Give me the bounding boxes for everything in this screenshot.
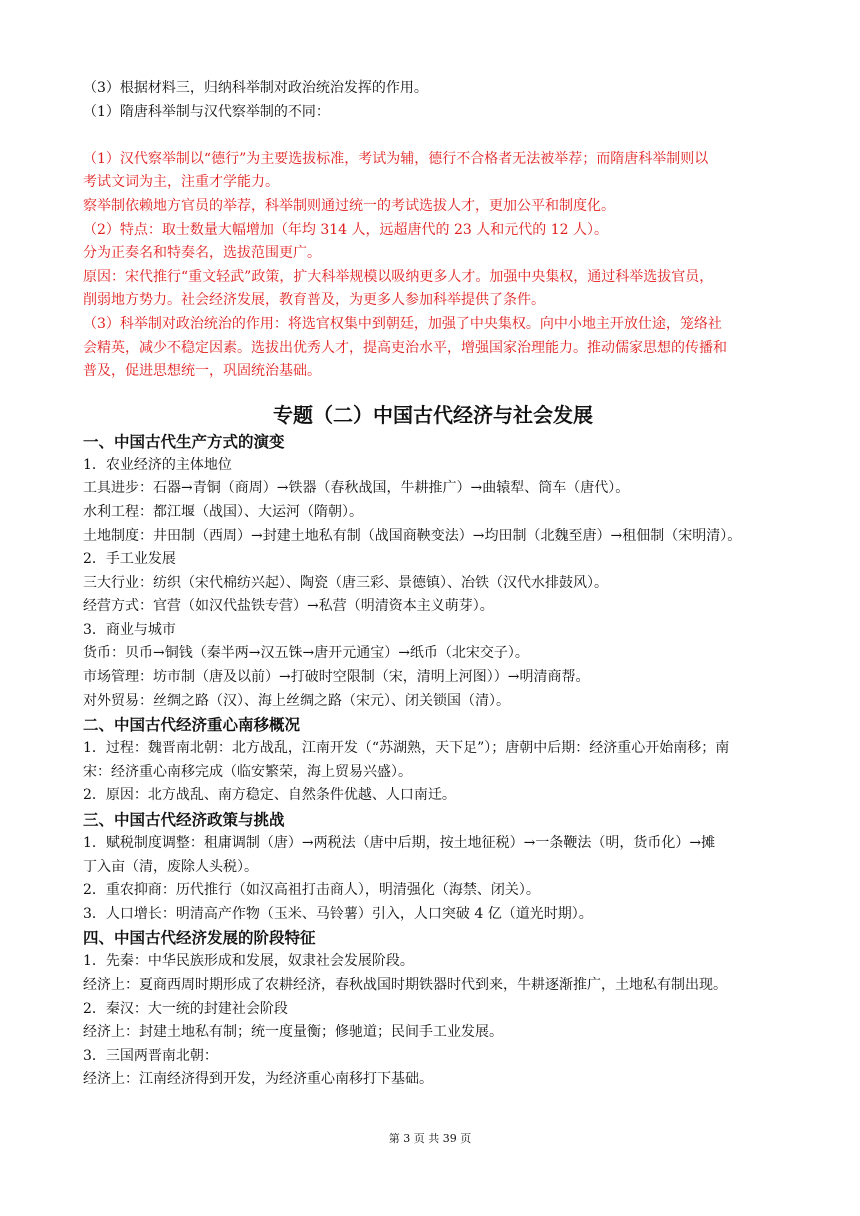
section-line: 2．手工业发展 bbox=[83, 551, 176, 568]
question-line: （3）根据材料三，归纳科举制对政治统治发挥的作用。 bbox=[83, 80, 428, 96]
topic-title: 专题（二）中国古代经济与社会发展 bbox=[273, 402, 593, 427]
section-line: 对外贸易：丝绸之路（汉）、海上丝绸之路（宋元）、闭关锁国（清）。 bbox=[83, 692, 510, 709]
section-line: 经济上：江南经济得到开发，为经济重心南移打下基础。 bbox=[83, 1071, 433, 1088]
answer-line: （1）汉代察举制以“德行”为主要选拔标准，考试为辅，德行不合格者无法被举荐；而隋唐科举制则以 bbox=[83, 150, 709, 167]
section-line: 经济上：封建土地私有制；统一度量衡；修驰道；民间手工业发展。 bbox=[83, 1024, 503, 1041]
answer-line: 原因：宋代推行“重文轻武”政策，扩大科举规模以吸纳更多人才。加强中央集权，通过科举选拔官员， bbox=[83, 268, 714, 285]
section-line: 3．三国两晋南北朝： bbox=[83, 1047, 218, 1064]
document-page bbox=[83, 77, 783, 1092]
section-line: 1．赋税制度调整：租庸调制（唐）→两税法（唐中后期，按土地征税）→一条鞭法（明，货币化）→摊 bbox=[83, 835, 716, 852]
section-line: 丁入亩（清，废除人头税）。 bbox=[83, 858, 258, 875]
section-heading: 三、中国古代经济政策与挑战 bbox=[83, 811, 285, 830]
answer-line: 考试文词为主，注重才学能力。 bbox=[83, 174, 279, 191]
section-line: 工具进步：石器→青铜（商周）→铁器（春秋战国，牛耕推广）→曲辕犁、筒车（唐代）。 bbox=[83, 480, 630, 497]
answer-block bbox=[83, 148, 783, 384]
page-footer: 第 3 页 共 39 页 bbox=[388, 1132, 472, 1145]
section-3 bbox=[83, 808, 783, 926]
section-2 bbox=[83, 713, 783, 808]
section-heading: 四、中国古代经济发展的阶段特征 bbox=[83, 929, 316, 948]
section-1 bbox=[83, 430, 783, 714]
answer-line: 会精英，减少不稳定因素。选拔出优秀人才，提高吏治水平，增强国家治理能力。推动儒家思想的传播和 bbox=[83, 339, 727, 356]
answer-line: （3）科举制对政治统治的作用：将选官权集中到朝廷，加强了中央集权。向中小地主开放仕途，笼络社 bbox=[83, 315, 722, 332]
section-line: 三大行业：纺织（宋代棉纺兴起）、陶瓷（唐三彩、景德镇）、冶铁（汉代水排鼓风）。 bbox=[83, 574, 608, 591]
section-heading: 二、中国古代经济重心南移概况 bbox=[83, 716, 301, 735]
answer-line: 察举制依赖地方官员的举荐，科举制则通过统一的考试选拔人才，更加公平和制度化。 bbox=[83, 197, 615, 214]
section-line: 货币：贝币→铜钱（秦半两→汉五铢→唐开元通宝）→纸币（北宋交子）。 bbox=[83, 645, 529, 662]
section-4 bbox=[83, 926, 783, 1092]
section-line: 市场管理：坊市制（唐及以前）→打破时空限制（宋，清明上河图））→明清商帮。 bbox=[83, 669, 590, 686]
answer-line: 削弱地方势力。社会经济发展，教育普及，为更多人参加科举提供了条件。 bbox=[83, 292, 545, 309]
section-line: 3．商业与城市 bbox=[83, 621, 176, 638]
question-line: （1）隋唐科举制与汉代察举制的不同： bbox=[83, 103, 330, 120]
answer-line: 分为正奏名和特奏名，选拔范围更广。 bbox=[83, 245, 321, 262]
section-line: 水利工程：都江堰（战国）、大运河（隋朝）。 bbox=[83, 503, 363, 520]
answer-line: 普及，促进思想统一，巩固统治基础。 bbox=[83, 363, 321, 380]
section-line: 1．先秦：中华民族形成和发展，奴隶社会发展阶段。 bbox=[83, 953, 414, 970]
section-line: 宋：经济重心南移完成（临安繁荣，海上贸易兴盛）。 bbox=[83, 763, 412, 780]
answer-line: （2）特点：取士数量大幅增加（年均 314 人，远超唐代的 23 人和元代的 12 人）。 bbox=[83, 221, 608, 238]
section-line: 经济上：夏商西周时期形成了农耕经济，春秋战国时期铁器时代到来，牛耕逐渐推广，土地私有制出现。 bbox=[83, 977, 727, 993]
section-line: 经营方式：官营（如汉代盐铁专营）→私营（明清资本主义萌芽）。 bbox=[83, 598, 494, 615]
section-line: 1．农业经济的主体地位 bbox=[83, 456, 232, 473]
section-line: 1．过程：魏晋南北朝：北方战乱，江南开发（“苏湖熟，天下足”）；唐朝中后期：经济重心开始南移；南 bbox=[83, 740, 730, 757]
section-heading: 一、中国古代生产方式的演变 bbox=[83, 432, 285, 451]
section-line: 2．原因：北方战乱、南方稳定、自然条件优越、人口南迁。 bbox=[83, 787, 456, 804]
section-line: 2．秦汉：大一统的封建社会阶段 bbox=[83, 1000, 288, 1017]
section-line: 3．人口增长：明清高产作物（玉米、马铃薯）引入，人口突破 4 亿（道光时期）。 bbox=[83, 905, 593, 922]
section-line: 2．重农抑商：历代推行（如汉高祖打击商人），明清强化（海禁、闭关）。 bbox=[83, 882, 540, 899]
section-line: 土地制度：井田制（西周）→封建土地私有制（战国商鞅变法）→均田制（北魏至唐）→租佃制（宋明清）。 bbox=[83, 527, 742, 544]
question-block bbox=[83, 77, 783, 124]
